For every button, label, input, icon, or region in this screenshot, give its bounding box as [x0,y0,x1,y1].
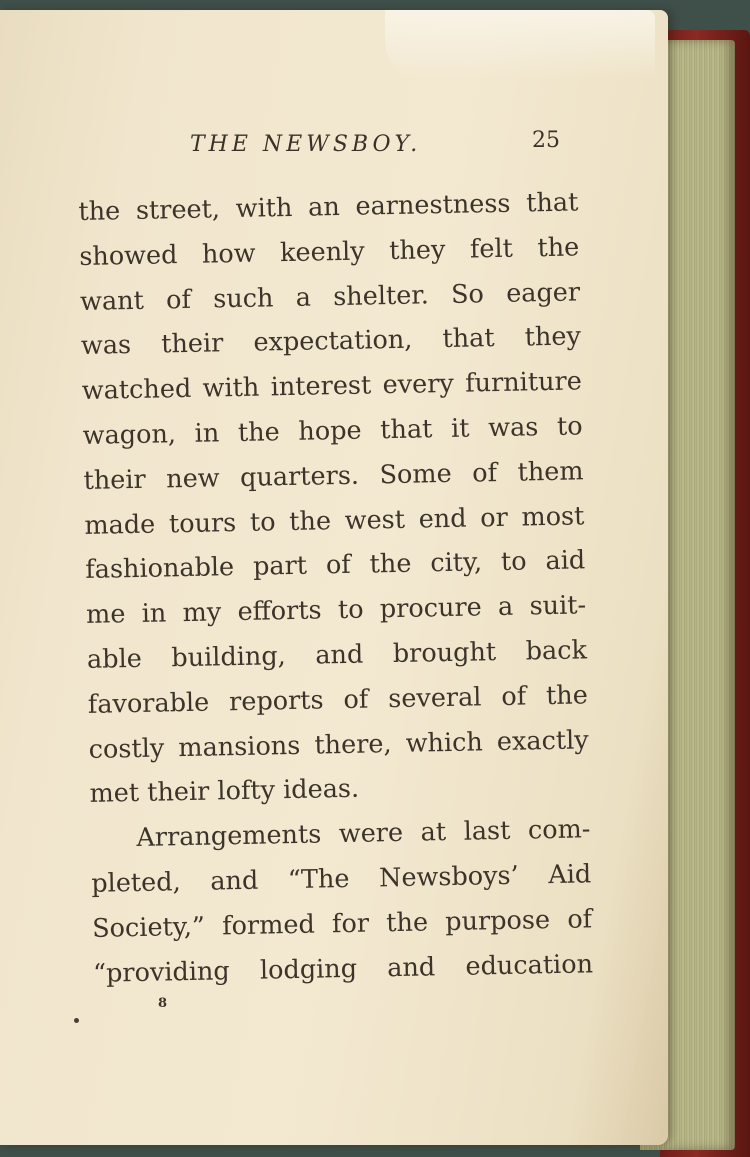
ink-speck [74,1018,79,1023]
text-line: was their expectation, that they [80,321,582,362]
text-line: wagon, in the hope that it was to [82,411,583,451]
page-header [0,128,668,168]
text-line: pleted, and “The Newsboys’ Aid [91,859,592,899]
text-line: made tours to the west end or most [84,500,585,541]
page-number: 25 [532,128,560,153]
text-line: want of such a shelter. So eager [79,276,581,317]
text-line: fashionable part of the city, to aid [85,545,586,586]
text-line: “providing lodging and education [92,948,594,989]
text-line: met their lofty ideas. [89,774,360,810]
text-line: the street, with an earnestness that [78,187,579,227]
text-line: able building, and brought back [86,635,588,675]
body-text [78,180,593,996]
book-page [0,10,668,1145]
text-line: watched with interest every furniture [81,366,583,407]
signature-mark: 8 [158,996,168,1011]
text-line: Arrangements were at last com- [136,814,591,854]
text-line: costly mansions there, which exactly [88,724,589,765]
text-line: favorable reports of several of the [87,680,589,720]
text-line: showed how keenly they felt the [78,232,580,272]
running-title: THE NEWSBOY. [190,132,422,157]
text-line: their new quarters. Some of them [83,456,584,496]
text-line: Society,” formed for the purpose of [91,904,593,944]
text-line: me in my efforts to procure a suit- [85,590,587,631]
